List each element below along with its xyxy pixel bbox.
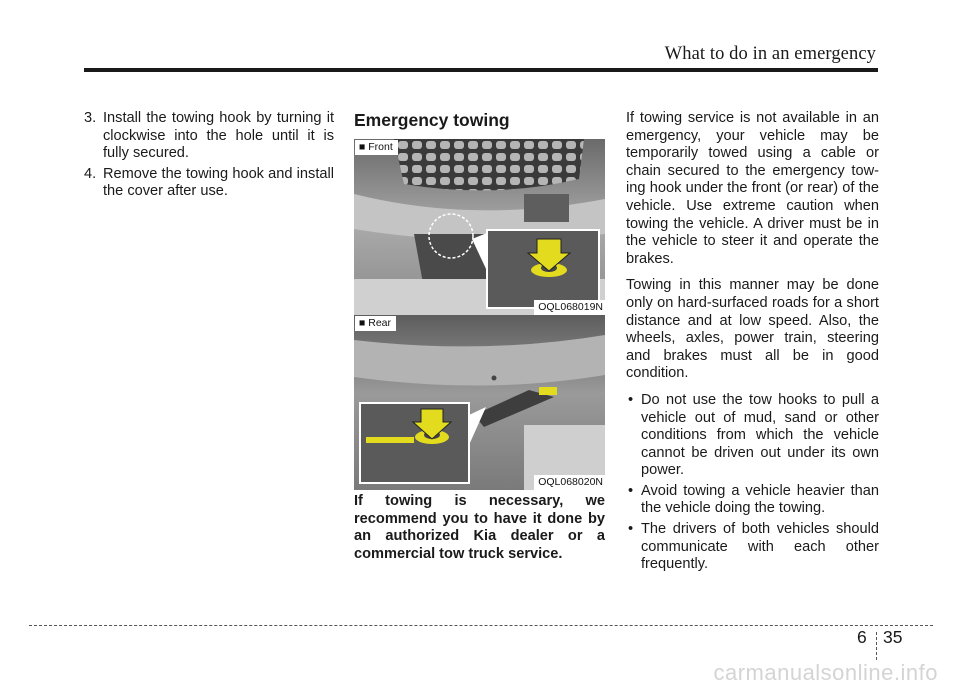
rear-tow-hook-figure <box>354 315 605 490</box>
step-4 <box>84 166 334 201</box>
bullet-item <box>626 483 879 518</box>
page-number: 35 <box>883 627 903 647</box>
chapter-number: 6 <box>857 627 867 647</box>
bullet-text: Avoid towing a vehicle heavier than the vehicle doing the towing. <box>641 482 879 517</box>
footer-rule <box>29 625 933 626</box>
step-text: Install the towing hook by turning it clockwise into the hole until it is fully secured. <box>103 110 334 162</box>
page-number-divider <box>876 632 877 660</box>
front-tow-hook-figure <box>354 139 605 315</box>
towing-recommendation: If towing is necessary, we recommend you to have it done by an authorized Kia dealer or a commercial tow truck service. <box>354 493 605 562</box>
step-3 <box>84 110 334 163</box>
bullet-text: The drivers of both vehicles should communicate with each other frequently. <box>641 521 879 573</box>
figure-code-rear: OQL068020N <box>534 475 605 490</box>
figure-label-front: ■ Front <box>355 140 398 155</box>
front-bumper-illustration <box>354 139 605 315</box>
figure-label-rear: ■ Rear <box>355 316 396 331</box>
watermark: carmanualsonline.info <box>713 660 938 685</box>
bullet-item <box>626 392 879 480</box>
header-rule <box>84 68 878 72</box>
towing-instructions <box>626 110 879 577</box>
paragraph: If towing service is not available in an emergency, your vehicle may be temporarily towed using a cable or chain secured to the emergency tow-ing hook under the front (or rear) of the vehicle. Use extreme caution when towing the vehicle. A driver must be in the vehicle to steer it and operate the brakes. <box>626 110 879 267</box>
step-number: 3. <box>84 110 97 126</box>
installation-steps <box>84 110 334 204</box>
bullet-item <box>626 521 879 574</box>
figure-code-front: OQL068019N <box>534 300 605 315</box>
rear-bumper-illustration <box>354 315 605 490</box>
paragraph: Towing in this manner may be done only on hard-surfaced roads for a short distance and at low speed. Also, the wheels, axles, power train, steering and brakes must all be in good condition. <box>626 277 879 382</box>
bullet-dot-icon: • <box>628 391 634 408</box>
running-header: What to do in an emergency <box>664 44 876 64</box>
section-heading: Emergency towing <box>354 110 510 130</box>
step-text: Remove the towing hook and install the cover after use. <box>103 165 334 200</box>
bullet-text: Do not use the tow hooks to pull a vehicle out of mud, sand or other conditions from which the vehicle cannot be driven out under its own power. <box>641 391 879 479</box>
bullet-dot-icon: • <box>628 521 634 538</box>
bullet-dot-icon: • <box>628 482 634 499</box>
step-number: 4. <box>84 165 97 182</box>
